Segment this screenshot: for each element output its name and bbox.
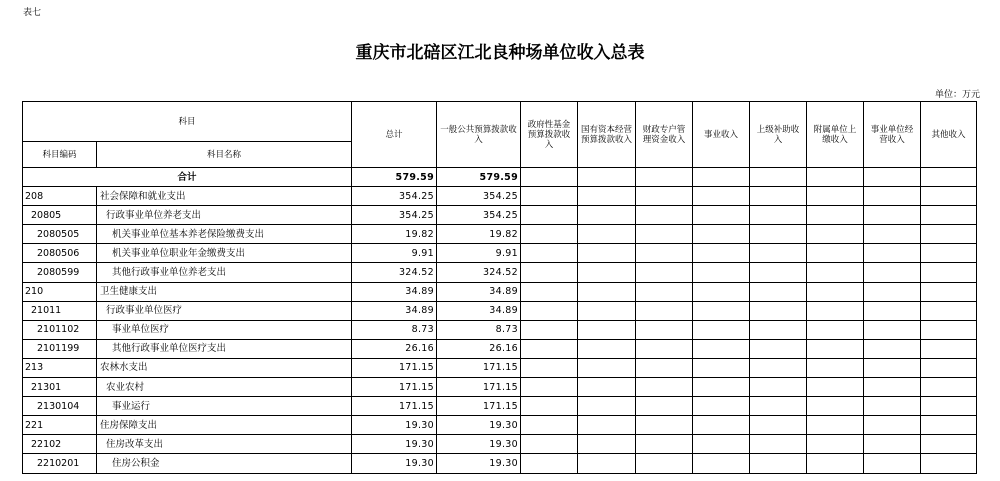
row-code: 2210201	[23, 454, 97, 473]
row-general-budget: 354.25	[437, 206, 521, 225]
empty-cell	[921, 378, 977, 397]
header-business-income: 事业收入	[693, 102, 750, 168]
empty-cell	[693, 378, 750, 397]
empty-cell	[693, 263, 750, 282]
row-name: 住房公积金	[97, 454, 352, 473]
table-row	[23, 225, 977, 244]
empty-cell	[521, 206, 578, 225]
empty-cell	[921, 301, 977, 320]
row-name: 行政事业单位医疗	[97, 301, 352, 320]
row-code: 2080506	[23, 244, 97, 263]
empty-cell	[921, 320, 977, 339]
empty-cell	[807, 168, 864, 187]
row-code: 22102	[23, 435, 97, 454]
row-total: 354.25	[352, 206, 437, 225]
row-general-budget: 354.25	[437, 187, 521, 206]
row-total: 19.82	[352, 225, 437, 244]
empty-cell	[636, 206, 693, 225]
empty-cell	[921, 225, 977, 244]
empty-cell	[521, 168, 578, 187]
empty-cell	[693, 206, 750, 225]
empty-cell	[807, 225, 864, 244]
empty-cell	[636, 187, 693, 206]
empty-cell	[807, 378, 864, 397]
empty-cell	[521, 358, 578, 377]
empty-cell	[693, 416, 750, 435]
empty-cell	[750, 206, 807, 225]
empty-cell	[807, 282, 864, 301]
income-summary-table	[22, 101, 977, 474]
empty-cell	[921, 435, 977, 454]
empty-cell	[521, 301, 578, 320]
table-row	[23, 282, 977, 301]
empty-cell	[750, 378, 807, 397]
row-code: 20805	[23, 206, 97, 225]
table-row	[23, 263, 977, 282]
empty-cell	[521, 378, 578, 397]
empty-cell	[636, 168, 693, 187]
empty-cell	[521, 225, 578, 244]
row-name: 其他行政事业单位医疗支出	[97, 339, 352, 358]
empty-cell	[578, 168, 636, 187]
empty-cell	[693, 339, 750, 358]
empty-cell	[693, 244, 750, 263]
row-code: 21011	[23, 301, 97, 320]
row-name: 事业运行	[97, 397, 352, 416]
header-special-fund: 财政专户管理资金收入	[636, 102, 693, 168]
header-subject-name: 科目名称	[97, 142, 352, 168]
empty-cell	[807, 187, 864, 206]
empty-cell	[578, 435, 636, 454]
empty-cell	[693, 320, 750, 339]
empty-cell	[921, 397, 977, 416]
row-total: 19.30	[352, 454, 437, 473]
empty-cell	[807, 397, 864, 416]
row-name: 机关事业单位基本养老保险缴费支出	[97, 225, 352, 244]
header-business-operation: 事业单位经营收入	[864, 102, 921, 168]
empty-cell	[864, 282, 921, 301]
header-subject-code: 科目编码	[23, 142, 97, 168]
empty-cell	[750, 397, 807, 416]
empty-cell	[578, 282, 636, 301]
row-name: 住房改革支出	[97, 435, 352, 454]
empty-cell	[807, 320, 864, 339]
empty-cell	[693, 358, 750, 377]
row-general-budget: 19.82	[437, 225, 521, 244]
table-row	[23, 416, 977, 435]
empty-cell	[864, 225, 921, 244]
empty-cell	[807, 339, 864, 358]
row-general-budget: 19.30	[437, 416, 521, 435]
row-total: 19.30	[352, 416, 437, 435]
empty-cell	[807, 263, 864, 282]
empty-cell	[921, 358, 977, 377]
empty-cell	[636, 378, 693, 397]
empty-cell	[750, 187, 807, 206]
empty-cell	[693, 168, 750, 187]
empty-cell	[921, 339, 977, 358]
row-name: 农林水支出	[97, 358, 352, 377]
table-row	[23, 187, 977, 206]
empty-cell	[693, 397, 750, 416]
empty-cell	[693, 282, 750, 301]
empty-cell	[921, 263, 977, 282]
empty-cell	[750, 339, 807, 358]
header-subject: 科目	[23, 102, 352, 142]
empty-cell	[807, 206, 864, 225]
row-general-budget: 26.16	[437, 339, 521, 358]
empty-cell	[636, 454, 693, 473]
table-row	[23, 378, 977, 397]
empty-cell	[521, 416, 578, 435]
empty-cell	[578, 301, 636, 320]
empty-cell	[807, 358, 864, 377]
row-total: 324.52	[352, 263, 437, 282]
empty-cell	[807, 244, 864, 263]
empty-cell	[636, 301, 693, 320]
empty-cell	[750, 435, 807, 454]
empty-cell	[636, 435, 693, 454]
empty-cell	[750, 416, 807, 435]
empty-cell	[636, 320, 693, 339]
row-name: 住房保障支出	[97, 416, 352, 435]
empty-cell	[864, 454, 921, 473]
empty-cell	[750, 301, 807, 320]
empty-cell	[636, 397, 693, 416]
row-name: 机关事业单位职业年金缴费支出	[97, 244, 352, 263]
empty-cell	[807, 416, 864, 435]
row-code: 2080505	[23, 225, 97, 244]
row-name: 农业农村	[97, 378, 352, 397]
empty-cell	[578, 378, 636, 397]
table-row	[23, 454, 977, 473]
empty-cell	[864, 187, 921, 206]
empty-cell	[578, 397, 636, 416]
empty-cell	[636, 244, 693, 263]
table-row	[23, 397, 977, 416]
row-general-budget: 19.30	[437, 454, 521, 473]
empty-cell	[578, 244, 636, 263]
empty-cell	[578, 206, 636, 225]
row-total: 26.16	[352, 339, 437, 358]
empty-cell	[864, 301, 921, 320]
row-total: 8.73	[352, 320, 437, 339]
empty-cell	[921, 206, 977, 225]
empty-cell	[693, 187, 750, 206]
row-total: 34.89	[352, 301, 437, 320]
empty-cell	[578, 225, 636, 244]
row-total: 171.15	[352, 397, 437, 416]
row-general-budget: 34.89	[437, 301, 521, 320]
row-total: 34.89	[352, 282, 437, 301]
empty-cell	[750, 168, 807, 187]
row-general-budget: 171.15	[437, 358, 521, 377]
empty-cell	[750, 320, 807, 339]
table-row	[23, 244, 977, 263]
empty-cell	[578, 416, 636, 435]
empty-cell	[521, 435, 578, 454]
row-general-budget: 19.30	[437, 435, 521, 454]
empty-cell	[521, 187, 578, 206]
table-row	[23, 358, 977, 377]
table-row	[23, 435, 977, 454]
empty-cell	[578, 263, 636, 282]
empty-cell	[636, 416, 693, 435]
row-general-budget: 324.52	[437, 263, 521, 282]
unit-label: 单位：万元	[934, 90, 980, 100]
empty-cell	[864, 397, 921, 416]
row-general-budget: 171.15	[437, 378, 521, 397]
row-total: 171.15	[352, 358, 437, 377]
empty-cell	[521, 244, 578, 263]
empty-cell	[578, 187, 636, 206]
empty-cell	[693, 454, 750, 473]
row-general-budget: 8.73	[437, 320, 521, 339]
empty-cell	[750, 358, 807, 377]
empty-cell	[864, 206, 921, 225]
header-total: 总计	[352, 102, 437, 168]
row-code: 2101102	[23, 320, 97, 339]
empty-cell	[807, 301, 864, 320]
empty-cell	[750, 454, 807, 473]
empty-cell	[807, 454, 864, 473]
empty-cell	[864, 263, 921, 282]
row-general-budget: 9.91	[437, 244, 521, 263]
empty-cell	[750, 244, 807, 263]
total-general-budget: 579.59	[437, 168, 521, 187]
row-code: 21301	[23, 378, 97, 397]
empty-cell	[864, 358, 921, 377]
empty-cell	[636, 339, 693, 358]
empty-cell	[921, 244, 977, 263]
total-amount: 579.59	[352, 168, 437, 187]
empty-cell	[864, 435, 921, 454]
row-code: 210	[23, 282, 97, 301]
total-row	[23, 168, 977, 187]
row-name: 卫生健康支出	[97, 282, 352, 301]
empty-cell	[864, 339, 921, 358]
empty-cell	[693, 301, 750, 320]
page-title: 重庆市北碚区江北良种场单位收入总表	[355, 43, 645, 63]
row-general-budget: 34.89	[437, 282, 521, 301]
empty-cell	[864, 416, 921, 435]
table-row	[23, 301, 977, 320]
empty-cell	[578, 320, 636, 339]
header-state-capital: 国有资本经营预算拨款收入	[578, 102, 636, 168]
empty-cell	[521, 320, 578, 339]
row-total: 354.25	[352, 187, 437, 206]
header-general-budget: 一般公共预算拨款收入	[437, 102, 521, 168]
empty-cell	[636, 282, 693, 301]
empty-cell	[578, 454, 636, 473]
empty-cell	[921, 168, 977, 187]
table-number: 表七	[23, 8, 42, 18]
row-code: 2080599	[23, 263, 97, 282]
empty-cell	[521, 339, 578, 358]
empty-cell	[864, 378, 921, 397]
row-total: 9.91	[352, 244, 437, 263]
header-other-income: 其他收入	[921, 102, 977, 168]
empty-cell	[636, 225, 693, 244]
empty-cell	[636, 358, 693, 377]
empty-cell	[864, 320, 921, 339]
empty-cell	[578, 339, 636, 358]
empty-cell	[807, 435, 864, 454]
row-code: 208	[23, 187, 97, 206]
empty-cell	[921, 282, 977, 301]
empty-cell	[921, 187, 977, 206]
empty-cell	[636, 263, 693, 282]
empty-cell	[921, 454, 977, 473]
row-total: 171.15	[352, 378, 437, 397]
header-gov-fund: 政府性基金预算拨款收入	[521, 102, 578, 168]
table-row	[23, 320, 977, 339]
row-total: 19.30	[352, 435, 437, 454]
row-name: 事业单位医疗	[97, 320, 352, 339]
empty-cell	[693, 435, 750, 454]
row-name: 其他行政事业单位养老支出	[97, 263, 352, 282]
empty-cell	[750, 263, 807, 282]
empty-cell	[693, 225, 750, 244]
empty-cell	[578, 358, 636, 377]
empty-cell	[750, 225, 807, 244]
empty-cell	[864, 244, 921, 263]
header-affiliated-unit: 附属单位上缴收入	[807, 102, 864, 168]
empty-cell	[864, 168, 921, 187]
table-row	[23, 206, 977, 225]
empty-cell	[521, 282, 578, 301]
row-code: 221	[23, 416, 97, 435]
empty-cell	[521, 397, 578, 416]
header-superior-subsidy: 上级补助收入	[750, 102, 807, 168]
row-code: 2130104	[23, 397, 97, 416]
row-code: 2101199	[23, 339, 97, 358]
empty-cell	[521, 454, 578, 473]
total-label: 合计	[23, 168, 352, 187]
empty-cell	[750, 282, 807, 301]
empty-cell	[521, 263, 578, 282]
row-name: 社会保障和就业支出	[97, 187, 352, 206]
row-code: 213	[23, 358, 97, 377]
table-row	[23, 339, 977, 358]
empty-cell	[921, 416, 977, 435]
row-name: 行政事业单位养老支出	[97, 206, 352, 225]
row-general-budget: 171.15	[437, 397, 521, 416]
